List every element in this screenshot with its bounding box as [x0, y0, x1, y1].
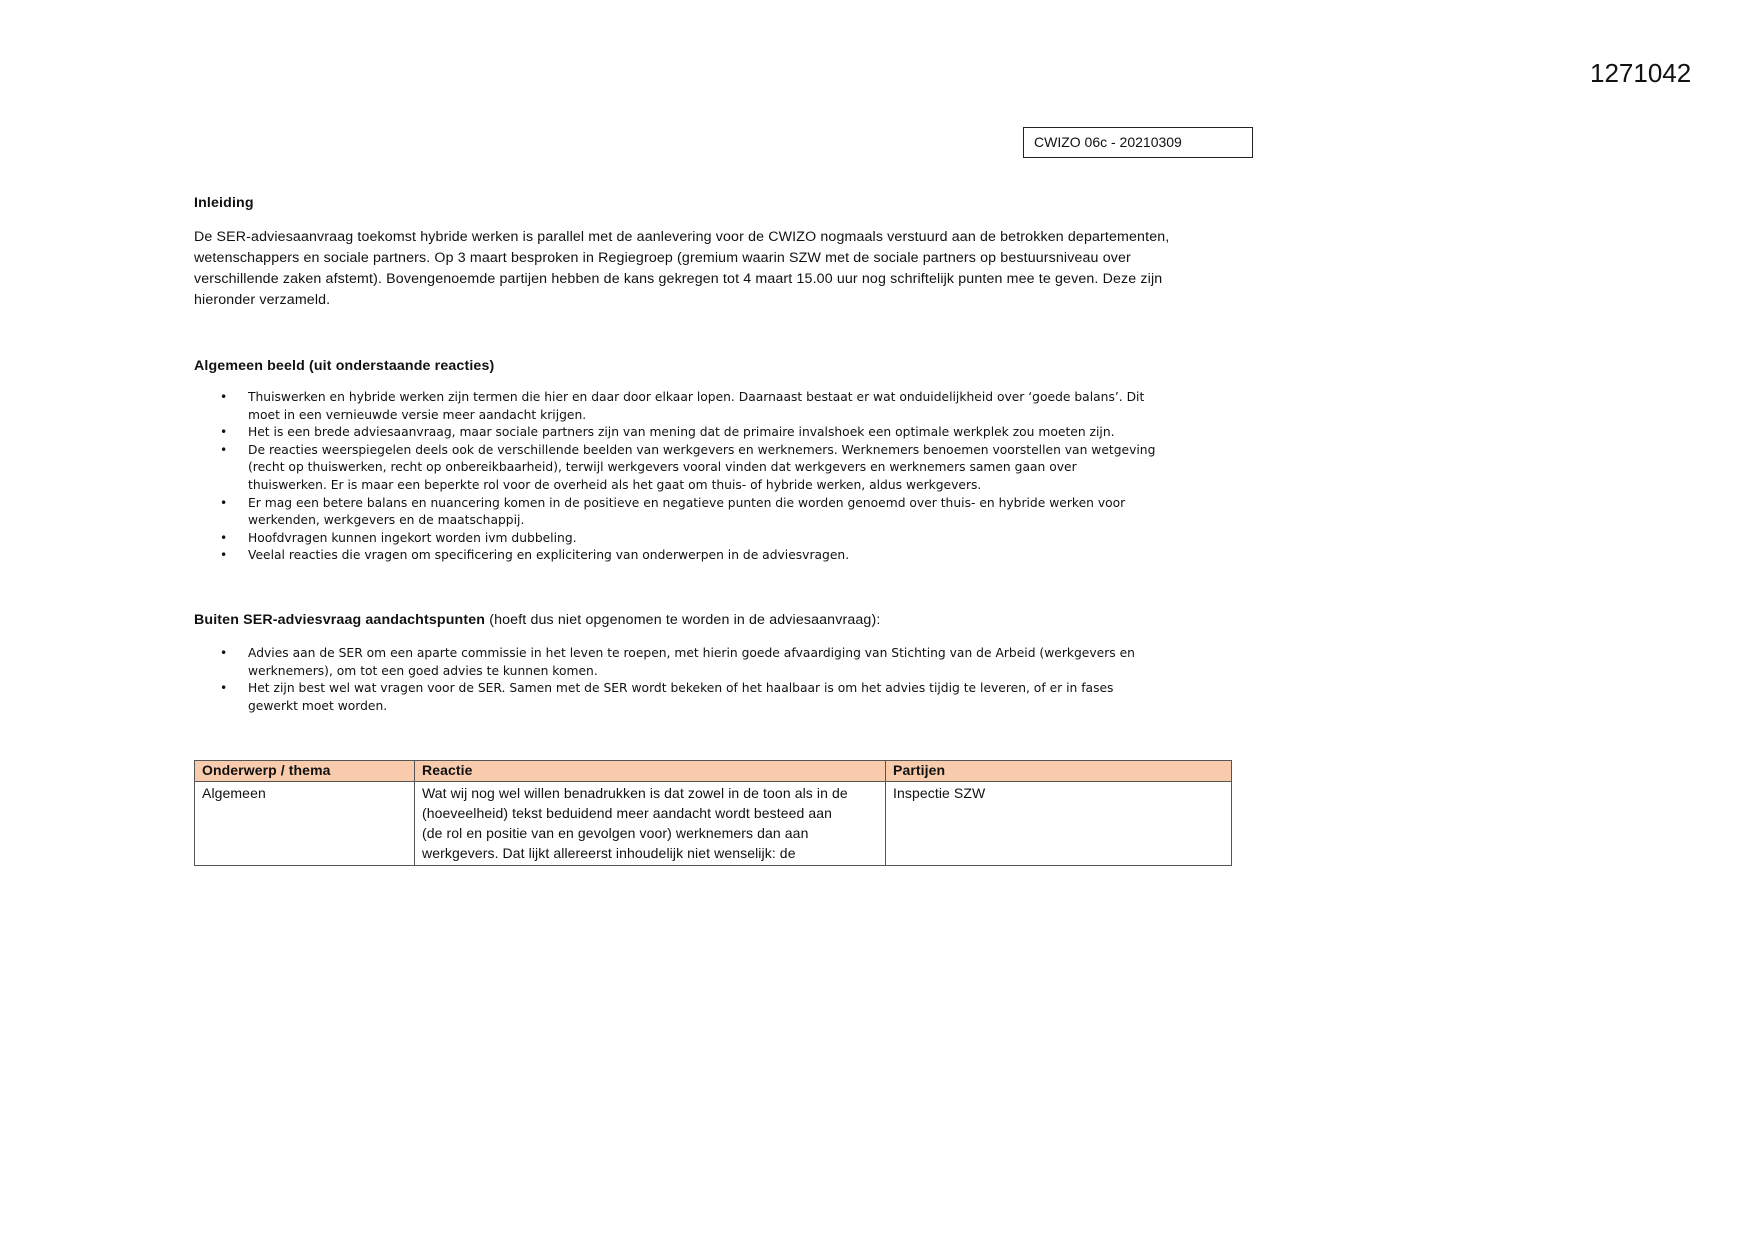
reaction-line: (hoeveelheid) tekst beduidend meer aandacht wordt besteed aan — [422, 805, 833, 821]
reaction-line: werkgevers. Dat lijkt allereerst inhoudelijk niet wenselijk: de — [422, 845, 796, 861]
bullet-icon: • — [220, 390, 228, 404]
bullet-line: Veelal reacties die vragen om specificering en explicitering van onderwerpen in de adviesvragen. — [248, 548, 850, 563]
intro-heading: Inleiding — [194, 195, 254, 211]
bullet-line: gewerkt moet worden. — [248, 698, 388, 713]
outside-heading-bold: Buiten SER-adviesvraag aandachtspunten — [194, 612, 486, 628]
list-item — [220, 424, 1155, 442]
intro-line: hieronder verzameld. — [194, 292, 331, 308]
bullet-line: (recht op thuiswerken, recht op onbereikbaarheid), terwijl werkgevers vooral vinden dat werkgevers en werknemers samen gaan over — [248, 460, 1077, 475]
reaction-line: (de rol en positie van en gevolgen voor) werknemers dan aan — [422, 825, 809, 841]
table-header-row — [195, 761, 1232, 782]
bullet-line: Advies aan de SER om een aparte commissie in het leven te roepen, met hierin goede afvaardiging van Stichting van de Arbeid (werkgevers en — [248, 646, 1135, 660]
bullet-icon: • — [220, 495, 228, 510]
list-item — [220, 645, 1135, 680]
bullet-line: moet in een vernieuwde versie meer aandacht krijgen. — [248, 407, 587, 422]
cell-party: Inspectie SZW — [886, 782, 1232, 866]
bullet-line: Het is een brede adviesaanvraag, maar sociale partners zijn van mening dat de primaire invalshoek een optimale werkplek zou moeten zijn. — [248, 425, 1115, 440]
column-header-parties: Partijen — [886, 761, 1232, 782]
responses-table — [194, 760, 1232, 866]
bullet-icon: • — [220, 425, 228, 440]
intro-line: wetenschappers en sociale partners. Op 3 maart besproken in Regiegroep (gremium waarin SZW met de sociale partners op bestuursniveau over — [194, 250, 1131, 266]
bullet-line: Het zijn best wel wat vragen voor de SER. Samen met de SER wordt bekeken of het haalbaar is om het advies tijdig te leveren, of er in fases — [248, 681, 1114, 696]
reference-box: CWIZO 06c - 20210309 — [1023, 127, 1253, 158]
bullet-line: De reacties weerspiegelen deels ook de verschillende beelden van werkgevers en werknemers. Werknemers benoemen voorstellen van wetgeving — [248, 442, 1156, 457]
column-header-reaction: Reactie — [415, 761, 886, 782]
list-item — [220, 495, 1155, 530]
general-bullet-list — [220, 389, 1155, 565]
cell-reaction — [415, 782, 886, 866]
intro-line: verschillende zaken afstemt). Bovengenoemde partijen hebben de kans gekregen tot 4 maart 15.00 uur nog schriftelijk punten mee te geven. Deze zijn — [194, 271, 1163, 287]
bullet-line: werkenden, werkgevers en de maatschappij. — [248, 513, 525, 528]
bullet-icon: • — [220, 442, 228, 457]
intro-paragraph — [194, 227, 1169, 311]
list-item — [220, 530, 1155, 548]
list-item — [220, 547, 1155, 565]
document-number: 1271042 — [1590, 58, 1692, 88]
table-row — [195, 782, 1232, 866]
bullet-icon: • — [220, 548, 228, 563]
bullet-line: Thuiswerken en hybride werken zijn termen die hier en daar door elkaar lopen. Daarnaast bestaat er wat onduidelijkheid over ‘goede balans’. Dit — [248, 390, 1145, 404]
list-item — [220, 680, 1135, 715]
bullet-icon: • — [220, 646, 228, 660]
bullet-line: Er mag een betere balans en nuancering komen in de positieve en negatieve punten die worden genoemd over thuis- en hybride werken voor — [248, 495, 1126, 510]
cell-topic: Algemeen — [195, 782, 415, 866]
bullet-icon: • — [220, 530, 228, 545]
bullet-line: thuiswerken. Er is maar een beperkte rol voor de overheid als het gaat om thuis- of hybride werken, aldus werkgevers. — [248, 477, 982, 492]
bullet-line: werknemers), om tot een goed advies te kunnen komen. — [248, 663, 598, 678]
outside-heading-note: (hoeft dus niet opgenomen te worden in de adviesaanvraag): — [485, 612, 881, 628]
outside-bullet-list — [220, 645, 1135, 715]
reaction-line: Wat wij nog wel willen benadrukken is dat zowel in de toon als in de — [422, 785, 848, 801]
intro-line: De SER-adviesaanvraag toekomst hybride werken is parallel met de aanlevering voor de CWIZO nogmaals verstuurd aan de betrokken departementen, — [194, 229, 1170, 245]
bullet-line: Hoofdvragen kunnen ingekort worden ivm dubbeling. — [248, 530, 577, 545]
outside-heading — [194, 612, 880, 628]
list-item — [220, 389, 1155, 424]
general-heading: Algemeen beeld (uit onderstaande reacties) — [194, 358, 495, 374]
list-item — [220, 442, 1155, 495]
bullet-icon: • — [220, 681, 228, 696]
column-header-topic: Onderwerp / thema — [195, 761, 415, 782]
